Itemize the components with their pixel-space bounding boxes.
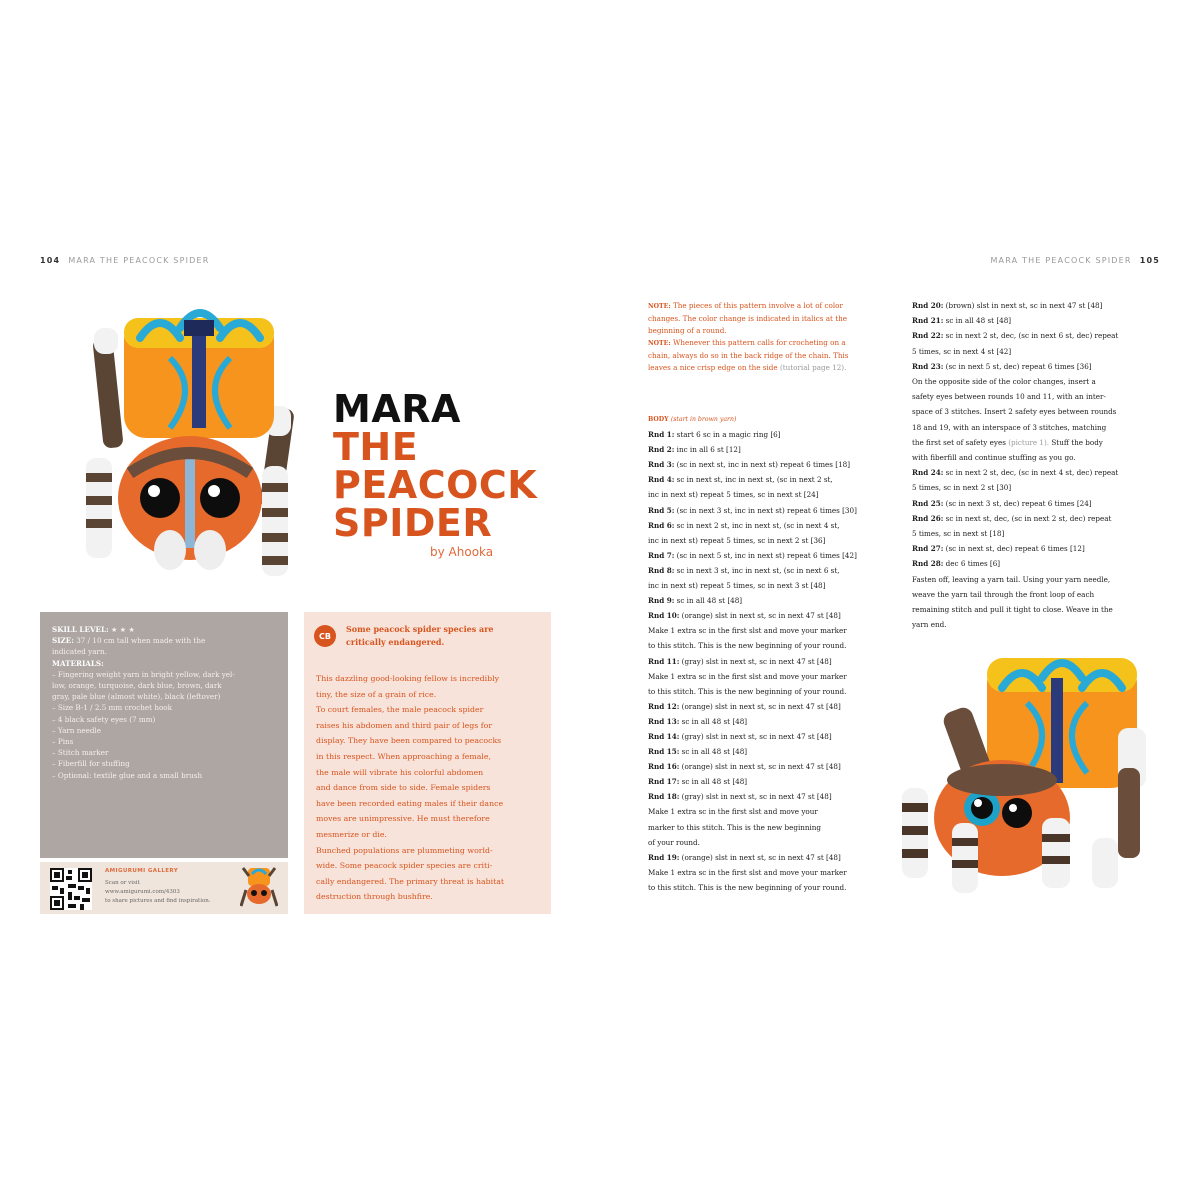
pattern-round-line bbox=[648, 820, 898, 835]
round-instructions: 5 times, sc in next st [18] bbox=[912, 529, 1005, 539]
round-instructions: (gray) slst in next st, sc in next 47 st [48] bbox=[679, 656, 832, 666]
tutorial-link[interactable]: (tutorial page 12). bbox=[779, 363, 847, 372]
pattern-round-line bbox=[648, 533, 898, 548]
round-instructions: sc in all 48 st [48] bbox=[679, 747, 748, 757]
fact-line: tiny, the size of a grain of rice. bbox=[316, 689, 437, 699]
pattern-round-line bbox=[648, 880, 898, 895]
pattern-round-line bbox=[912, 465, 1164, 480]
fact-line: and dance from side to side. Female spiders bbox=[316, 783, 491, 793]
round-instructions: (sc in next 5 st, inc in next st) repeat 6 times [42] bbox=[674, 550, 857, 560]
material-item: – Fingering weight yarn in bright yellow, dark yel- bbox=[52, 669, 235, 679]
round-instructions: Make 1 extra sc in the first slst and move your marker bbox=[648, 626, 847, 636]
round-label: Rnd 7: bbox=[648, 550, 675, 560]
round-label: Rnd 6: bbox=[648, 520, 675, 530]
round-label: Rnd 15: bbox=[648, 747, 680, 757]
round-label: Rnd 21: bbox=[912, 316, 944, 326]
pattern-round-line bbox=[648, 669, 898, 684]
pattern-round-line bbox=[912, 602, 1164, 617]
abdomen-flap bbox=[124, 313, 274, 438]
pattern-round-line bbox=[648, 759, 898, 774]
round-instructions: safety eyes between rounds 10 and 11, with an inter- bbox=[912, 392, 1106, 402]
round-instructions: (sc in next 3 st, inc in next st) repeat 6 times [30] bbox=[674, 505, 857, 515]
round-instructions: Stuff the body bbox=[1049, 437, 1103, 447]
round-label: Rnd 9: bbox=[648, 596, 675, 606]
round-instructions: sc in next 2 st, inc in next st, (sc in next 4 st, bbox=[674, 520, 840, 530]
material-item: – Yarn needle bbox=[52, 725, 101, 735]
round-label: Rnd 19: bbox=[648, 852, 680, 862]
pattern-round-line bbox=[648, 472, 898, 487]
rounds-column-left bbox=[648, 411, 898, 895]
pattern-round-line bbox=[648, 487, 898, 502]
material-item: gray, pale blue (almost white), black (leftover) bbox=[52, 692, 221, 702]
title-line-4: SPIDER bbox=[333, 501, 493, 545]
pattern-round-line bbox=[912, 298, 1164, 313]
pattern-round-line bbox=[912, 617, 1164, 632]
round-instructions: sc in all 48 st [48] bbox=[943, 316, 1012, 326]
round-label: Rnd 16: bbox=[648, 762, 680, 772]
pattern-round-line bbox=[912, 389, 1164, 404]
pattern-round-line bbox=[912, 480, 1164, 495]
fact-line: wide. Some peacock spider species are criti- bbox=[316, 861, 493, 871]
round-instructions: Make 1 extra sc in the first slst and move your bbox=[648, 807, 818, 817]
crochet-spider-photo bbox=[80, 298, 300, 588]
round-instructions: to this stitch. This is the new beginning of your round. bbox=[648, 641, 847, 651]
material-item: – Size B-1 / 2.5 mm crochet hook bbox=[52, 703, 172, 713]
pattern-round-line bbox=[912, 496, 1164, 511]
round-instructions: (gray) slst in next st, sc in next 47 st [48] bbox=[679, 731, 832, 741]
round-label: Rnd 28: bbox=[912, 559, 944, 569]
pattern-round-line bbox=[648, 654, 898, 669]
material-item: – Optional: textile glue and a small brush bbox=[52, 770, 203, 780]
pattern-round-line bbox=[912, 420, 1164, 435]
round-label: Rnd 5: bbox=[648, 505, 675, 515]
material-item: – Fiberfill for stuffing bbox=[52, 759, 130, 769]
material-item: low, orange, turquoise, dark blue, brown, dark bbox=[52, 681, 222, 691]
round-label: Rnd 8: bbox=[648, 565, 675, 575]
round-instructions: inc in next st) repeat 5 times, sc in next 2 st [36] bbox=[648, 535, 826, 545]
pattern-round-line bbox=[912, 404, 1164, 419]
fact-line: mesmerize or die. bbox=[316, 829, 387, 839]
round-instructions: sc in next st, inc in next st, (sc in next 2 st, bbox=[674, 475, 833, 485]
pattern-round-line bbox=[648, 427, 898, 442]
pattern-round-line bbox=[912, 359, 1164, 374]
round-instructions: (brown) slst in next st, sc in next 47 st [48] bbox=[943, 301, 1103, 310]
round-instructions: sc in all 48 st [48] bbox=[674, 596, 743, 606]
fact-line: cally endangered. The primary threat is habitat bbox=[316, 876, 505, 886]
gallery-line: Scan or visit bbox=[105, 880, 140, 886]
round-instructions: space of 3 stitches. Insert 2 safety eyes between rounds bbox=[912, 407, 1117, 417]
author-byline: by Ahooka bbox=[430, 545, 494, 559]
pattern-round-line bbox=[912, 328, 1164, 343]
pattern-round-line bbox=[648, 789, 898, 804]
gallery-line: to share pictures and find inspiration. bbox=[105, 898, 211, 904]
title-line-3: PEACOCK bbox=[333, 463, 538, 507]
round-label: Rnd 20: bbox=[912, 301, 944, 310]
fact-headline: Some peacock spider species are critically endangered. bbox=[346, 624, 494, 647]
pattern-round-line bbox=[912, 450, 1164, 465]
pattern-round-line bbox=[912, 511, 1164, 526]
round-label: Rnd 17: bbox=[648, 777, 680, 787]
note-line: beginning of a round. bbox=[648, 326, 727, 335]
pattern-round-line bbox=[648, 503, 898, 518]
badge-icon: CB bbox=[314, 625, 336, 647]
pattern-round-line bbox=[912, 313, 1164, 328]
fact-line: To court females, the male peacock spider bbox=[316, 705, 484, 715]
round-label: Rnd 1: bbox=[648, 430, 675, 440]
fact-line: have been recorded eating males if their dance bbox=[316, 798, 504, 808]
round-label: Rnd 25: bbox=[912, 498, 944, 508]
pattern-round-line bbox=[648, 774, 898, 789]
round-label: Rnd 26: bbox=[912, 513, 944, 523]
pattern-round-line bbox=[648, 608, 898, 623]
material-item: – Stitch marker bbox=[52, 748, 109, 758]
round-instructions: Fasten off, leaving a yarn tail. Using your yarn needle, bbox=[912, 574, 1111, 584]
round-instructions: sc in next 2 st, dec, (sc in next 4 st, dec) repeat bbox=[943, 468, 1119, 478]
round-instructions: (orange) slst in next st, sc in next 47 st [48] bbox=[679, 762, 841, 772]
spider-icon bbox=[240, 866, 278, 910]
round-label: Rnd 22: bbox=[912, 331, 944, 341]
round-instructions: sc in next st, dec, (sc in next 2 st, dec) repeat bbox=[943, 513, 1112, 523]
pattern-round-line bbox=[648, 457, 898, 472]
round-instructions: (orange) slst in next st, sc in next 47 st [48] bbox=[679, 701, 841, 711]
round-label: Rnd 11: bbox=[648, 656, 680, 666]
round-instructions: sc in all 48 st [48] bbox=[679, 777, 748, 787]
size-info: SIZE: 37 / 10 cm tall when made with the bbox=[52, 636, 206, 646]
round-instructions: dec 6 times [6] bbox=[943, 559, 1001, 569]
pattern-round-line bbox=[648, 578, 898, 593]
gallery-title: AMIGURUMI GALLERY bbox=[105, 868, 179, 874]
pattern-round-line bbox=[912, 587, 1164, 602]
pattern-round-line bbox=[912, 526, 1164, 541]
round-instructions: yarn end. bbox=[912, 620, 947, 630]
title-line-1: MARA bbox=[333, 387, 461, 431]
pattern-round-line bbox=[648, 714, 898, 729]
pattern-round-line bbox=[912, 572, 1164, 587]
running-head-right bbox=[990, 256, 1160, 265]
pattern-round-line bbox=[912, 374, 1164, 389]
picture-reference-link[interactable]: (picture 1). bbox=[1005, 437, 1050, 447]
round-instructions: (sc in next 3 st, dec) repeat 6 times [24] bbox=[943, 498, 1092, 508]
round-instructions: On the opposite side of the color changes, insert a bbox=[912, 377, 1096, 387]
round-instructions: Make 1 extra sc in the first slst and move your marker bbox=[648, 671, 847, 681]
fact-line: destruction through bushfire. bbox=[316, 892, 433, 902]
round-instructions: 18 and 19, with an interspace of 3 stitches, matching bbox=[912, 422, 1107, 432]
fact-body bbox=[316, 671, 544, 905]
round-label: Rnd 27: bbox=[912, 544, 944, 554]
fact-line: in this respect. When approaching a female, bbox=[316, 751, 492, 761]
note-line: leaves a nice crisp edge on the side (tutorial page 12). bbox=[648, 363, 847, 372]
pattern-round-line bbox=[648, 699, 898, 714]
fact-line: display. They have been compared to peacocks bbox=[316, 736, 502, 746]
pattern-round-line bbox=[648, 623, 898, 638]
round-instructions: (sc in next st, dec) repeat 6 times [12] bbox=[943, 544, 1085, 554]
page-number-left: 104 bbox=[40, 256, 61, 265]
body-section-heading: BODY (start in brown yarn) bbox=[648, 416, 737, 423]
round-instructions: sc in all 48 st [48] bbox=[679, 716, 748, 726]
pattern-round-line bbox=[648, 850, 898, 865]
note-line: NOTE: The pieces of this pattern involve a lot of color bbox=[648, 301, 843, 310]
pattern-round-line bbox=[648, 729, 898, 744]
round-label: Rnd 18: bbox=[648, 792, 680, 802]
fact-line: This dazzling good-looking fellow is incredibly bbox=[316, 674, 500, 683]
qr-code-icon[interactable] bbox=[50, 868, 92, 910]
pattern-round-line bbox=[648, 638, 898, 653]
round-instructions: weave the yarn tail through the front loop of each bbox=[912, 589, 1095, 599]
round-instructions: sc in next 3 st, inc in next st, (sc in next 6 st, bbox=[674, 565, 840, 575]
pattern-round-line bbox=[912, 541, 1164, 556]
round-label: Rnd 14: bbox=[648, 731, 680, 741]
size-info-cont: indicated yarn. bbox=[52, 647, 107, 657]
raised-leg-left bbox=[92, 328, 123, 449]
materials-box bbox=[40, 612, 288, 858]
round-instructions: (gray) slst in next st, sc in next 47 st [48] bbox=[679, 792, 832, 802]
pattern-round-line bbox=[912, 556, 1164, 571]
note-line: chain, always do so in the back ridge of the chain. This bbox=[648, 351, 849, 360]
pattern-round-line bbox=[648, 593, 898, 608]
fact-line: Bunched populations are plummeting world- bbox=[316, 845, 493, 855]
fact-line: raises his abdomen and third pair of legs for bbox=[316, 720, 493, 730]
round-instructions: Make 1 extra sc in the first slst and move your marker bbox=[648, 867, 847, 877]
round-instructions: of your round. bbox=[648, 837, 700, 847]
round-instructions: marker to this stitch. This is the new beginning bbox=[648, 822, 822, 832]
pattern-round-line bbox=[648, 684, 898, 699]
note-line: changes. The color change is indicated in italics at the bbox=[648, 314, 847, 323]
round-instructions: inc in next st) repeat 5 times, sc in next st [24] bbox=[648, 490, 819, 500]
round-label: Rnd 4: bbox=[648, 475, 675, 485]
pattern-round-line bbox=[648, 865, 898, 880]
round-label: Rnd 10: bbox=[648, 611, 680, 621]
fact-line: moves are unimpressive. He must therefore bbox=[316, 814, 490, 824]
round-instructions: remaining stitch and pull it tight to close. Weave in the bbox=[912, 605, 1113, 615]
round-instructions: with fiberfill and continue stuffing as you go. bbox=[912, 453, 1076, 463]
title-line-2: THE bbox=[333, 425, 419, 469]
round-label: Rnd 2: bbox=[648, 445, 675, 455]
pattern-title bbox=[333, 387, 538, 545]
note-line: NOTE: Whenever this pattern calls for crocheting on a bbox=[648, 338, 846, 347]
page-number-right: 105 bbox=[1139, 256, 1160, 265]
pattern-round-line bbox=[648, 744, 898, 759]
running-title-right: MARA THE PEACOCK SPIDER bbox=[990, 256, 1132, 265]
round-instructions: to this stitch. This is the new beginning of your round. bbox=[648, 882, 847, 892]
round-label: Rnd 24: bbox=[912, 468, 944, 478]
pattern-round-line bbox=[912, 344, 1164, 359]
round-label: Rnd 12: bbox=[648, 701, 680, 711]
round-instructions: start 6 sc in a magic ring [6] bbox=[674, 430, 781, 440]
pattern-notes bbox=[648, 300, 894, 374]
pattern-round-line bbox=[648, 548, 898, 563]
pattern-round-line bbox=[648, 518, 898, 533]
round-label: Rnd 13: bbox=[648, 716, 680, 726]
round-instructions: (sc in next 5 st, dec) repeat 6 times [36] bbox=[943, 361, 1092, 371]
rounds-column-right bbox=[912, 298, 1164, 632]
round-instructions: (orange) slst in next st, sc in next 47 st [48] bbox=[679, 852, 841, 862]
gallery-url[interactable]: www.amigurumi.com/4303 bbox=[105, 889, 180, 895]
round-label: Rnd 23: bbox=[912, 361, 944, 371]
round-instructions: to this stitch. This is the new beginning of your round. bbox=[648, 686, 847, 696]
material-item: – 4 black safety eyes (7 mm) bbox=[52, 714, 156, 724]
pattern-round-line bbox=[648, 442, 898, 457]
round-instructions: inc in next st) repeat 5 times, sc in next 3 st [48] bbox=[648, 581, 826, 591]
round-instructions: the first set of safety eyes bbox=[912, 437, 1006, 447]
round-instructions: sc in next 2 st, dec, (sc in next 6 st, dec) repeat bbox=[943, 331, 1119, 341]
fact-line: the male will vibrate his colorful abdomen bbox=[316, 767, 484, 777]
pattern-round-line bbox=[648, 804, 898, 819]
material-item: – Pins bbox=[52, 737, 74, 747]
pattern-round-line bbox=[648, 835, 898, 850]
round-instructions: (sc in next st, inc in next st) repeat 6 times [18] bbox=[674, 460, 851, 470]
crochet-spider-photo-2 bbox=[892, 648, 1162, 898]
round-instructions: (orange) slst in next st, sc in next 47 st [48] bbox=[679, 611, 841, 621]
round-label: Rnd 3: bbox=[648, 460, 675, 470]
spider-head bbox=[118, 436, 262, 560]
pattern-round-line bbox=[912, 435, 1164, 450]
round-instructions: 5 times, sc in next 4 st [42] bbox=[912, 346, 1012, 356]
round-instructions: inc in all 6 st [12] bbox=[674, 445, 741, 455]
materials-label: MATERIALS: bbox=[52, 658, 104, 668]
round-instructions: 5 times, sc in next 2 st [30] bbox=[912, 483, 1012, 493]
skill-level: SKILL LEVEL: ★ ★ ★ bbox=[52, 625, 135, 634]
pattern-round-line bbox=[648, 563, 898, 578]
running-title-left: MARA THE PEACOCK SPIDER bbox=[68, 256, 210, 265]
running-head-left bbox=[40, 256, 210, 265]
